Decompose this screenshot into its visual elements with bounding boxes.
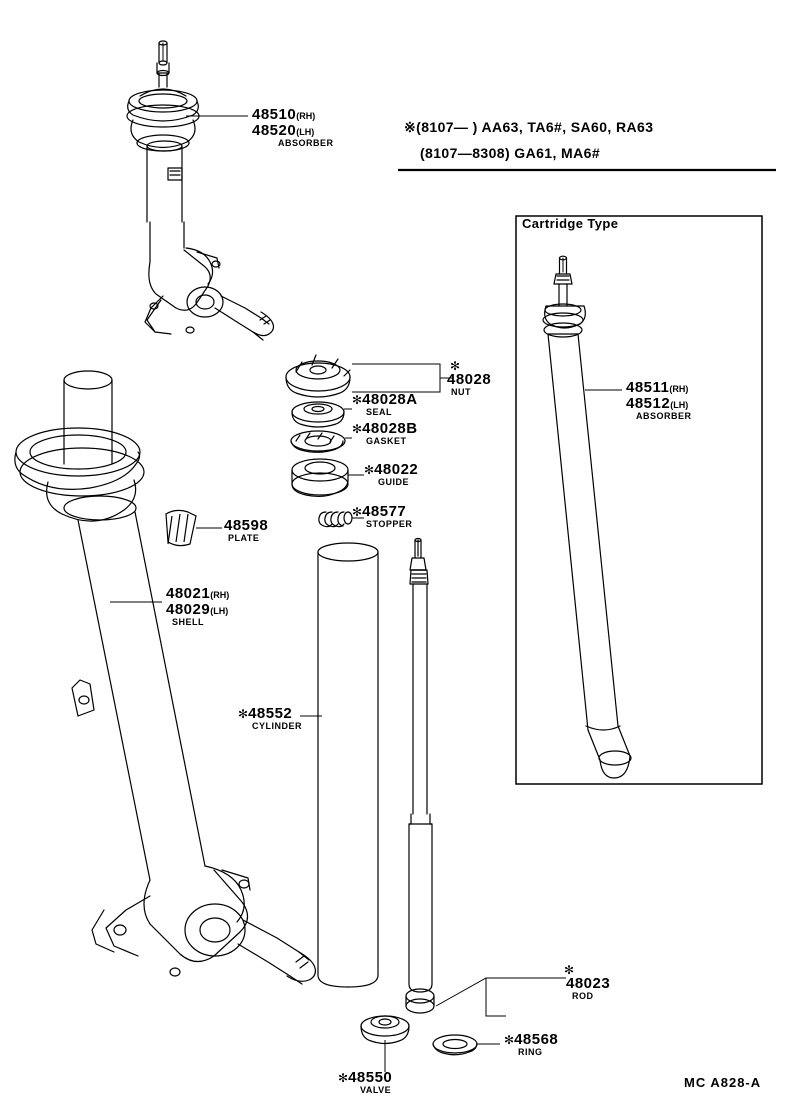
- callout-rod-48023-text[interactable]: [566, 976, 610, 1001]
- part-name: PLATE: [228, 532, 260, 543]
- part-number: 48511: [626, 379, 670, 396]
- callout-plate-48598[interactable]: [224, 518, 268, 543]
- part-side: (LH): [296, 126, 315, 137]
- part-name: VALVE: [360, 1084, 392, 1095]
- part-number: 48568: [514, 1031, 559, 1048]
- part-number: 48598: [224, 517, 269, 534]
- part-side: (RH): [210, 590, 230, 600]
- middle-parts-column: [286, 355, 477, 1055]
- asterisk-icon: ✻: [352, 422, 363, 436]
- part-number: 48510: [252, 106, 297, 123]
- asterisk-icon: ✻: [338, 1071, 349, 1085]
- callout-gasket-48028b[interactable]: [352, 421, 418, 446]
- callout-nut-48028-text[interactable]: [447, 372, 491, 397]
- asterisk-icon: ✻: [450, 359, 461, 373]
- part-number: 48023: [566, 975, 611, 992]
- callout-cylinder-48552[interactable]: [238, 706, 302, 731]
- callout-absorber-front-assembly[interactable]: [252, 107, 334, 148]
- part-side: (LH): [210, 605, 229, 616]
- part-number: 48512: [626, 394, 671, 412]
- asterisk-icon: ✻: [504, 1033, 515, 1047]
- part-number: 48028B: [362, 420, 418, 437]
- asterisk-icon: ✻: [564, 963, 575, 977]
- part-number: 48577: [362, 503, 407, 520]
- callout-valve-48550[interactable]: [338, 1070, 392, 1095]
- part-side: (RH): [669, 384, 689, 394]
- part-name: SEAL: [366, 406, 393, 417]
- strut-shell-lower: [15, 371, 316, 984]
- callout-stopper-48577[interactable]: [352, 504, 412, 529]
- title-block-line-2: (8107—8308) GA61, MA6#: [420, 145, 600, 161]
- asterisk-icon: ✻: [352, 393, 363, 407]
- asterisk-icon: ✻: [364, 463, 375, 477]
- part-number: 48520: [252, 121, 297, 139]
- diagram-footer-code: MC A828-A: [684, 1075, 762, 1090]
- part-number: 48021: [166, 585, 211, 602]
- callout-absorber-cartridge[interactable]: [626, 380, 692, 421]
- part-number: 48550: [348, 1069, 393, 1086]
- part-name: RING: [518, 1046, 543, 1057]
- cartridge-type-drawing: [543, 256, 631, 778]
- part-name: SHELL: [172, 616, 205, 627]
- part-number: 48028A: [362, 391, 418, 408]
- cartridge-box-frame: [516, 216, 762, 784]
- callout-guide-48022[interactable]: [364, 462, 418, 487]
- callout-shell-48021[interactable]: [166, 586, 229, 627]
- part-name: GUIDE: [378, 476, 410, 487]
- callout-seal-48028a[interactable]: [352, 392, 418, 417]
- title-block-line-1: ※(8107— ) AA63, TA6#, SA60, RA63: [404, 119, 654, 135]
- callout-ring-48568[interactable]: [504, 1032, 558, 1057]
- part-name: GASKET: [366, 435, 407, 446]
- cartridge-box-title: Cartridge Type: [522, 216, 619, 231]
- asterisk-icon: ✻: [238, 707, 249, 721]
- part-number: 48022: [374, 461, 419, 478]
- part-number: 48028: [447, 371, 492, 388]
- part-name: CYLINDER: [252, 720, 303, 731]
- part-name: NUT: [451, 386, 471, 397]
- part-number: 48029: [166, 600, 211, 618]
- part-number: 48552: [248, 705, 293, 722]
- strut-assembly-upper: [127, 41, 274, 340]
- part-side: (RH): [296, 111, 316, 121]
- part-name: ROD: [572, 990, 594, 1001]
- part-name: STOPPER: [366, 518, 413, 529]
- part-name: ABSORBER: [636, 410, 692, 421]
- asterisk-icon: ✻: [352, 505, 363, 519]
- plate-48598: [166, 510, 196, 545]
- part-side: (LH): [670, 399, 689, 410]
- part-name: ABSORBER: [278, 137, 334, 148]
